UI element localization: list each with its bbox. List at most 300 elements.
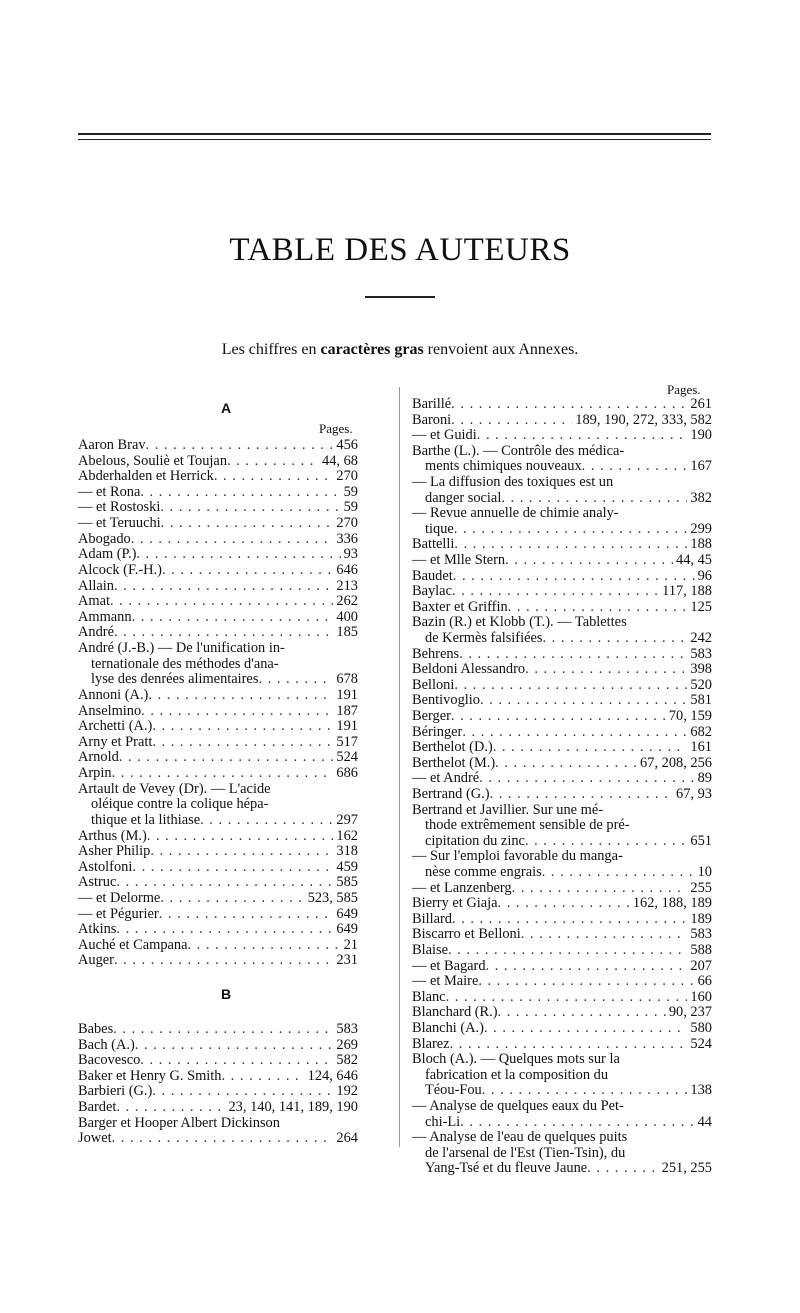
index-entry	[78, 922, 358, 937]
author-name: — Analyse de l'eau de quelques puits	[412, 1129, 628, 1146]
index-entry	[78, 641, 358, 656]
author-name: Baylac	[412, 583, 452, 600]
author-name: — Sur l'emploi favorable du manga-	[412, 848, 623, 865]
dot-leader	[482, 1083, 688, 1098]
author-name: Amat	[78, 593, 110, 610]
dot-leader	[113, 1022, 333, 1037]
dot-leader	[451, 709, 666, 724]
index-entry	[78, 1069, 358, 1084]
dot-leader	[493, 740, 688, 755]
author-name: — Analyse de quelques eaux du Pet-	[412, 1098, 624, 1114]
dot-leader	[452, 584, 659, 599]
dot-leader	[258, 672, 333, 687]
page-numbers: 318	[336, 843, 358, 860]
dot-leader	[114, 625, 333, 640]
section-heading-b: B	[221, 986, 232, 1002]
dot-leader	[227, 454, 319, 469]
index-entry	[78, 938, 358, 953]
dot-leader	[490, 787, 673, 802]
index-entry	[78, 782, 358, 797]
page-numbers: 520	[690, 676, 712, 693]
author-name: — La diffusion des toxiques est un	[412, 474, 614, 490]
page-numbers: 190	[690, 427, 712, 444]
author-name: Atkins	[78, 921, 117, 938]
page-title: TABLE DES AUTEURS	[229, 232, 571, 268]
page-numbers: 580	[690, 1020, 712, 1036]
index-entry	[78, 704, 358, 719]
page-numbers: 93	[343, 546, 358, 563]
author-name: Bentivoglio	[412, 692, 480, 709]
top-rule	[78, 133, 711, 135]
index-entry	[78, 750, 358, 765]
author-name: André (J.-B.) — De l'unification in-	[78, 640, 285, 657]
dot-leader	[161, 516, 334, 531]
page-numbers: 651	[690, 832, 712, 849]
author-name: Adam (P.)	[78, 546, 137, 563]
author-name: André	[78, 624, 114, 641]
author-name: Jowet	[78, 1130, 112, 1147]
dot-leader	[498, 1005, 666, 1020]
page-numbers: 583	[690, 645, 712, 662]
page-numbers: 161	[690, 739, 712, 756]
author-name: Behrens	[412, 645, 460, 662]
index-entry	[412, 475, 712, 490]
dot-leader	[508, 600, 688, 615]
dot-leader	[160, 891, 304, 906]
page-numbers: 231	[336, 952, 358, 969]
section-heading-a: A	[221, 400, 232, 416]
dot-leader	[146, 438, 334, 453]
author-name: ments chimiques nouveaux	[425, 458, 582, 475]
author-name: Béringer	[412, 723, 463, 740]
author-name: Bertrand et Javillier. Sur une mé-	[412, 801, 604, 818]
index-entry	[412, 1083, 712, 1098]
index-entry	[412, 1161, 712, 1176]
page-numbers: 59	[343, 483, 358, 500]
dot-leader	[116, 875, 333, 890]
dot-leader	[587, 1161, 658, 1176]
index-entry	[78, 672, 358, 687]
page-numbers: 382	[690, 489, 712, 506]
author-name: Annoni (A.)	[78, 686, 149, 703]
page-numbers: 588	[690, 942, 712, 958]
page-numbers: 89	[697, 770, 712, 787]
index-entry	[78, 485, 358, 500]
index-entry	[412, 740, 712, 755]
index-entry	[78, 1131, 358, 1146]
dot-leader	[542, 865, 695, 880]
index-entry	[412, 459, 712, 474]
dot-leader	[147, 829, 334, 844]
author-name: — et André	[412, 770, 480, 787]
index-entry	[78, 1053, 358, 1068]
page-numbers: 160	[690, 988, 712, 1005]
author-name: Barger et Hooper Albert Dickinson	[78, 1114, 280, 1131]
dot-leader	[486, 959, 688, 974]
dot-leader	[454, 537, 687, 552]
dot-leader	[110, 594, 333, 609]
author-name: Baxter et Griffin	[412, 598, 508, 615]
author-name: de Kermès falsifiées	[425, 630, 543, 646]
author-name: Astruc	[78, 874, 117, 891]
dot-leader	[525, 834, 688, 849]
page-numbers: 124, 646	[307, 1067, 358, 1084]
page-numbers: 125	[690, 598, 712, 615]
dot-leader	[451, 413, 572, 428]
page-numbers: 187	[336, 702, 358, 719]
page-numbers: 44, 45	[676, 552, 712, 568]
page-numbers: 242	[690, 630, 712, 646]
dot-leader	[453, 569, 695, 584]
index-entry	[78, 500, 358, 515]
pages-label-right: Pages.	[667, 382, 701, 397]
index-entry	[78, 579, 358, 594]
page-numbers: 96	[697, 567, 712, 584]
index-entry	[78, 875, 358, 890]
index-entry	[412, 709, 712, 724]
author-name: Yang-Tsé et du fleuve Jaune	[425, 1160, 588, 1177]
page-numbers: 67, 93	[676, 786, 712, 802]
author-name: Artault de Vevey (Dr). — L'acide	[78, 780, 271, 797]
author-name: Barthe (L.). — Contrôle des médica-	[412, 442, 625, 459]
index-entry	[412, 537, 712, 552]
index-entry	[78, 1038, 358, 1053]
page-numbers: 517	[336, 733, 358, 750]
index-entry	[412, 631, 712, 646]
author-name: Blarez	[412, 1035, 450, 1052]
author-name: Auger	[78, 952, 114, 969]
index-entry	[412, 506, 712, 521]
index-entry	[412, 693, 712, 708]
dot-leader	[131, 532, 334, 547]
index-entry	[412, 413, 712, 428]
author-name: — et Lanzenberg	[412, 879, 512, 896]
dot-leader	[542, 631, 687, 646]
page-numbers: 678	[336, 671, 358, 688]
author-name: Archetti (A.)	[78, 718, 153, 735]
page-numbers: 213	[336, 577, 358, 594]
index-entry	[78, 594, 358, 609]
dot-leader	[525, 662, 687, 677]
page-numbers: 269	[336, 1036, 358, 1053]
page-numbers: 67, 208, 256	[640, 754, 712, 771]
author-name: — et Delorme	[78, 889, 161, 906]
author-name: Bertrand (G.)	[412, 786, 490, 802]
author-name: ternationale des méthodes d'ana-	[91, 655, 279, 672]
author-name: Berthelot (M.)	[412, 754, 496, 771]
dot-leader	[505, 553, 673, 568]
index-entry	[78, 1022, 358, 1037]
index-entry	[78, 766, 358, 781]
dot-leader	[162, 563, 333, 578]
note-bold: caractères gras	[320, 341, 424, 358]
index-entry	[412, 491, 712, 506]
dot-leader	[119, 750, 334, 765]
author-name: Battelli	[412, 536, 455, 553]
author-name: thique et la lithiase	[91, 811, 201, 828]
index-entry	[412, 974, 712, 989]
page-numbers: 524	[690, 1035, 712, 1052]
page-numbers: 23, 140, 141, 189, 190	[228, 1099, 358, 1116]
author-name: Belloni	[412, 676, 455, 693]
column-divider	[399, 387, 400, 1147]
author-name: cipitation du zinc	[425, 832, 525, 849]
author-name: Astolfoni	[78, 858, 133, 875]
dot-leader	[159, 907, 334, 922]
dot-leader	[200, 813, 333, 828]
author-name: Arnold	[78, 749, 119, 766]
index-entry	[412, 1099, 712, 1114]
index-entry	[412, 896, 712, 911]
dot-leader	[462, 725, 687, 740]
page-numbers: 255	[690, 879, 712, 896]
index-entry	[78, 907, 358, 922]
index-entry	[412, 1115, 712, 1130]
index-entry	[412, 818, 712, 833]
page-numbers: 138	[690, 1082, 712, 1099]
top-rule-thin	[78, 139, 711, 140]
page-numbers: 585	[336, 874, 358, 891]
page-numbers: 189, 190, 272, 333, 582	[575, 411, 712, 428]
page-numbers: 207	[690, 957, 712, 974]
index-entry	[412, 600, 712, 615]
index-entry	[412, 584, 712, 599]
page-numbers: 581	[690, 692, 712, 709]
page-numbers: 189	[690, 910, 712, 927]
index-entry	[78, 1100, 358, 1115]
author-name: Bierry et Giaja	[412, 895, 498, 912]
index-entry	[78, 813, 358, 828]
page-numbers: 21	[343, 936, 358, 953]
page-numbers: 117, 188	[662, 583, 712, 600]
index-entry	[78, 797, 358, 812]
dot-leader	[221, 1069, 304, 1084]
author-name: fabrication et la composition du	[425, 1066, 609, 1083]
page-numbers: 192	[336, 1083, 358, 1100]
page-numbers: 583	[690, 926, 712, 943]
index-entry	[412, 1146, 712, 1161]
author-name: Babes	[78, 1021, 114, 1037]
dot-leader	[460, 1115, 694, 1130]
page-numbers: 70, 159	[668, 708, 712, 724]
index-entry	[412, 1052, 712, 1067]
index-entry	[78, 719, 358, 734]
page-numbers: 10	[697, 864, 712, 880]
author-name: Ammann	[78, 608, 132, 625]
page-numbers: 59	[343, 499, 358, 516]
index-entry	[412, 881, 712, 896]
page-numbers: 191	[336, 686, 358, 703]
page-numbers: 646	[336, 561, 358, 578]
index-entry	[78, 829, 358, 844]
author-name: danger social	[425, 489, 502, 506]
index-entry	[78, 1084, 358, 1099]
dot-leader	[150, 844, 333, 859]
page-numbers: 262	[336, 593, 358, 610]
index-entry	[412, 1068, 712, 1083]
dot-leader	[116, 922, 333, 937]
index-entry	[412, 444, 712, 459]
page-numbers: 270	[336, 515, 358, 532]
author-name: Biscarro et Belloni	[412, 926, 521, 943]
dot-leader	[452, 912, 687, 927]
legend-note	[0, 341, 800, 359]
author-name: — et Maire	[412, 973, 479, 990]
dot-leader	[140, 1053, 333, 1068]
author-name: Billard	[412, 910, 452, 927]
index-entry	[78, 860, 358, 875]
author-name: — et Mlle Stern	[412, 552, 506, 568]
index-entry	[412, 803, 712, 818]
dot-leader	[116, 1100, 225, 1115]
author-name: Abelous, Souliè et Toujan	[78, 452, 228, 469]
dot-leader	[148, 688, 333, 703]
index-entry	[412, 615, 712, 630]
author-name: Blanchard (R.)	[412, 1004, 498, 1021]
dot-leader	[478, 974, 694, 989]
title-underline	[365, 296, 435, 298]
author-name: Blanc	[412, 988, 446, 1005]
author-name: lyse des denrées alimentaires	[91, 671, 259, 688]
page-numbers: 44	[697, 1113, 712, 1130]
author-name: Bach (A.)	[78, 1036, 135, 1053]
author-name: thode extrêmement sensible de pré-	[425, 817, 630, 834]
dot-leader	[136, 547, 340, 562]
index-entry	[412, 428, 712, 443]
page-numbers: 682	[690, 723, 712, 740]
author-name: Abogado	[78, 530, 131, 547]
author-name: Alcock (F.-H.)	[78, 561, 162, 578]
page-numbers: 162, 188, 189	[632, 895, 712, 912]
page-numbers: 264	[336, 1130, 358, 1147]
page-numbers: 191	[336, 718, 358, 735]
page-numbers: 44, 68	[322, 452, 358, 469]
author-name: Barbieri (G.)	[78, 1083, 153, 1100]
author-name: — et Rostoski	[78, 499, 161, 516]
dot-leader	[132, 860, 333, 875]
author-name: Baker et Henry G. Smith	[78, 1067, 222, 1084]
dot-leader	[477, 428, 688, 443]
author-name: Bardet	[78, 1099, 117, 1116]
author-name: — et Pégurier	[78, 905, 159, 922]
page-numbers: 261	[690, 396, 712, 412]
index-entry	[412, 678, 712, 693]
index-entry	[412, 865, 712, 880]
page-numbers: 299	[690, 520, 712, 537]
author-name: — et Rona	[78, 483, 141, 500]
index-entry	[412, 927, 712, 942]
author-name: Allain	[78, 577, 114, 594]
page-numbers: 297	[336, 811, 358, 828]
index-entry	[412, 849, 712, 864]
dot-leader	[512, 881, 688, 896]
author-name: Blaise	[412, 942, 448, 958]
index-entry	[78, 610, 358, 625]
author-name: Blanchi (A.)	[412, 1020, 484, 1036]
dot-leader	[152, 1084, 333, 1099]
dot-leader	[454, 522, 688, 537]
page-numbers: 649	[336, 921, 358, 938]
page-numbers: 400	[336, 608, 358, 625]
page-numbers: 686	[336, 765, 358, 782]
dot-leader	[141, 704, 333, 719]
index-entry	[78, 1116, 358, 1131]
index-entry	[78, 469, 358, 484]
index-entry	[412, 647, 712, 662]
dot-leader	[495, 756, 637, 771]
dot-leader	[112, 766, 334, 781]
dot-leader	[140, 485, 340, 500]
index-entry	[78, 547, 358, 562]
author-name: — et Bagard	[412, 957, 486, 974]
dot-leader	[484, 1021, 687, 1036]
author-name: — et Teruuchi	[78, 515, 161, 532]
pages-label-left: Pages.	[319, 421, 353, 436]
author-name: Abderhalden et Herrick	[78, 468, 214, 485]
author-name: — Revue annuelle de chimie analy-	[412, 505, 619, 522]
author-name: de l'arsenal de l'Est (Tien-Tsin), du	[425, 1144, 626, 1161]
dot-leader	[152, 735, 333, 750]
dot-leader	[450, 1037, 688, 1052]
index-entry	[78, 844, 358, 859]
page-numbers: 583	[336, 1021, 358, 1037]
page-numbers: 251, 255	[661, 1160, 712, 1177]
dot-leader	[521, 927, 688, 942]
author-name: Berthelot (D.)	[412, 739, 493, 756]
note-after: renvoient aux Annexes.	[423, 341, 579, 358]
index-entry	[78, 657, 358, 672]
dot-leader	[160, 500, 340, 515]
author-name: Aaron Brav	[78, 437, 146, 453]
index-entry	[412, 787, 712, 802]
author-name: Baroni	[412, 411, 452, 428]
index-entry	[78, 438, 358, 453]
dot-leader	[114, 953, 333, 968]
author-name: Bacovesco	[78, 1052, 141, 1069]
author-name: chi-Li	[425, 1113, 461, 1130]
dot-leader	[132, 610, 334, 625]
dot-leader	[501, 491, 687, 506]
dot-leader	[112, 1131, 334, 1146]
index-entry	[412, 569, 712, 584]
page-numbers: 270	[336, 468, 358, 485]
author-name: Téou-Fou	[425, 1082, 482, 1099]
author-name: Arny et Pratt	[78, 733, 153, 750]
dot-leader	[582, 459, 688, 474]
index-entry	[412, 1005, 712, 1020]
author-name: Arthus (M.)	[78, 827, 147, 844]
dot-leader	[459, 647, 687, 662]
index-entry	[412, 990, 712, 1005]
index-entry	[412, 1037, 712, 1052]
author-name: Baudet	[412, 567, 453, 584]
author-name: Asher Philip	[78, 843, 151, 860]
dot-leader	[451, 397, 687, 412]
index-entry	[78, 953, 358, 968]
dot-leader	[114, 579, 333, 594]
dot-leader	[448, 943, 687, 958]
dot-leader	[135, 1038, 334, 1053]
page-numbers: 162	[336, 827, 358, 844]
index-entry	[412, 522, 712, 537]
dot-leader	[479, 771, 694, 786]
page-numbers: 649	[336, 905, 358, 922]
page-numbers: 459	[336, 858, 358, 875]
index-entry	[78, 688, 358, 703]
index-entry	[78, 735, 358, 750]
author-name: Anselmino	[78, 702, 142, 719]
dot-leader	[214, 469, 334, 484]
